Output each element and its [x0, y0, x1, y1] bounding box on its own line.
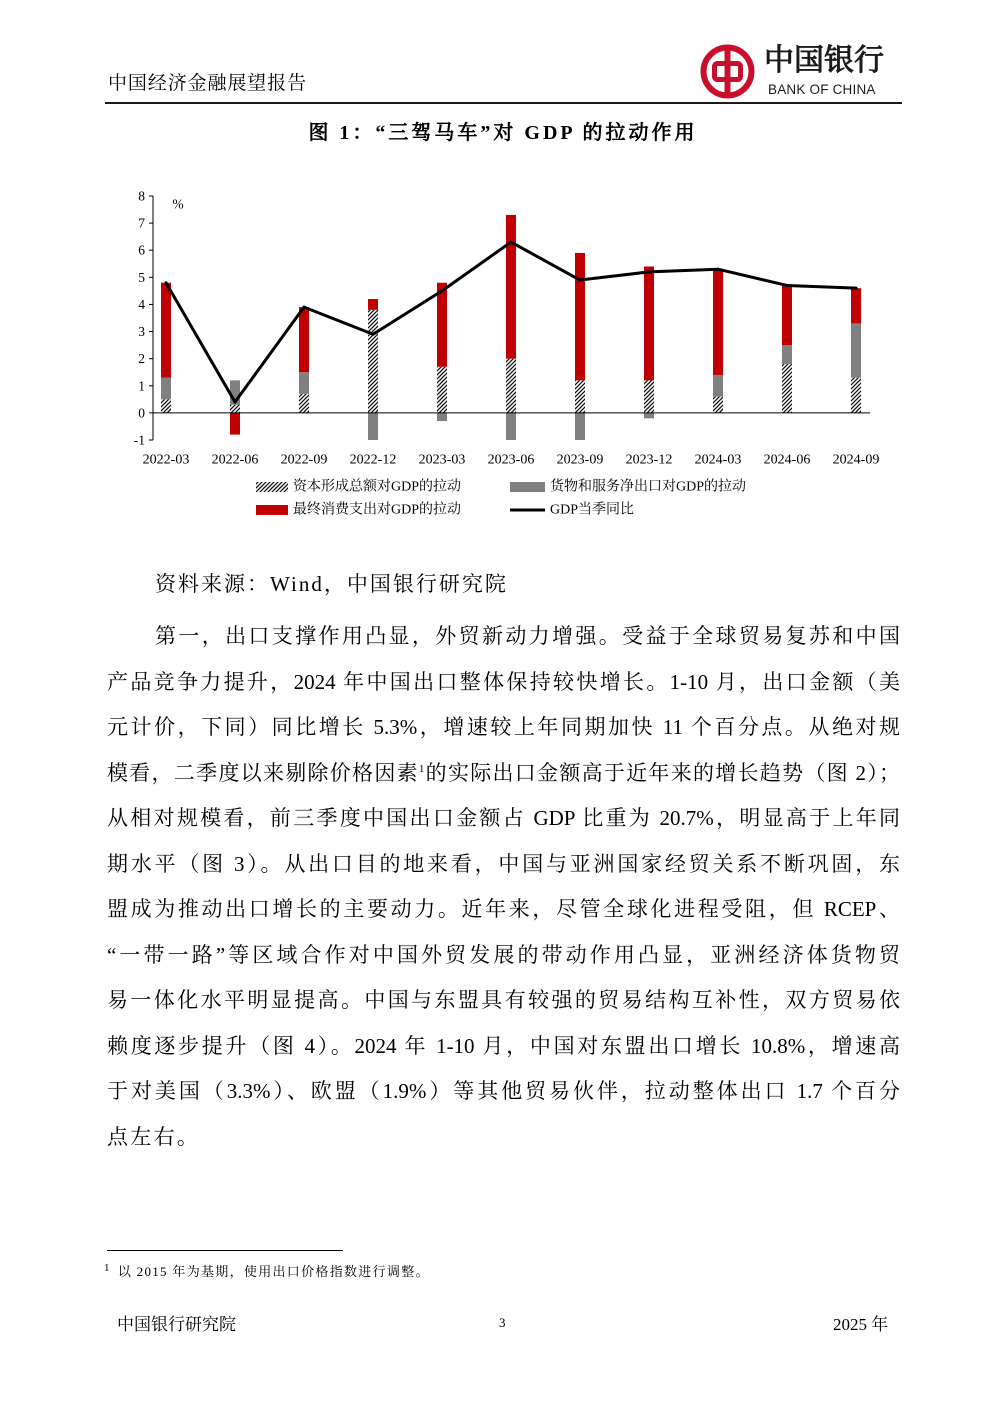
y-axis-unit-label: % [172, 196, 184, 212]
bar-capital-formation-2023-06 [506, 359, 516, 413]
paragraph-line: 元计价，下同）同比增长 5.3%，增速较上年同期加快 11 个百分点。从绝对规 [107, 715, 900, 739]
paragraph-text: 的实际出口金额高于近年来的增长趋势（图 2）； [424, 760, 900, 785]
legend-label-final-consumption: 最终消费支出对GDP的拉动 [293, 502, 462, 518]
gdp-point-2022-03 [165, 281, 168, 284]
page-number: 3 [499, 1315, 506, 1330]
gdp-point-2024-03 [717, 268, 720, 271]
bar-final-consumption-2023-12 [644, 266, 654, 380]
gdp-point-2022-09 [303, 306, 306, 309]
gdp-point-2024-09 [855, 287, 858, 290]
bar-final-consumption-2023-03 [437, 283, 447, 367]
x-tick-label: 2023-03 [418, 452, 466, 468]
bar-final-consumption-2024-06 [782, 285, 792, 345]
bar-capital-formation-2022-12 [368, 310, 378, 413]
bar-net-exports-2022-12 [368, 413, 378, 440]
legend-swatch-capital-formation [256, 482, 288, 492]
y-tick-label: 4 [138, 296, 145, 312]
chart-legend [256, 478, 746, 518]
bar-final-consumption-2024-09 [851, 288, 861, 323]
bar-capital-formation-2022-09 [299, 394, 309, 413]
x-tick-label: 2022-12 [349, 452, 397, 468]
x-tick-label: 2023-12 [625, 452, 673, 468]
x-tick-label: 2022-06 [211, 452, 259, 468]
bar-net-exports-2022-09 [299, 372, 309, 394]
gdp-point-2023-03 [441, 289, 444, 292]
bar-capital-formation-2023-12 [644, 380, 654, 413]
paragraph-line: 第一，出口支撑作用凸显，外贸新动力增强。受益于全球贸易复苏和中国 [155, 624, 900, 648]
gdp-point-2022-06 [234, 401, 237, 404]
bar-net-exports-2024-09 [851, 323, 861, 377]
footnote-marker: 1 [104, 1261, 111, 1274]
bar-final-consumption-2022-06 [230, 413, 240, 435]
bar-net-exports-2023-03 [437, 413, 447, 421]
x-tick-label: 2024-03 [694, 452, 742, 468]
y-tick-label: 1 [138, 378, 145, 394]
figure-source: 资料来源：Wind，中国银行研究院 [155, 572, 508, 596]
paragraph-line: 点左右。 [107, 1124, 201, 1149]
body-paragraph [107, 614, 900, 1160]
legend-swatch-net-exports [510, 482, 545, 492]
paragraph-line: 赖度逐步提升（图 4）。2024 年 1-10 月，中国对东盟出口增长 10.8%，增速高 [107, 1033, 900, 1058]
legend-label-gdp-yoy: GDP当季同比 [550, 502, 635, 518]
x-axis-labels [143, 453, 880, 468]
bank-name-english: BANK OF CHINA [768, 82, 876, 97]
bar-net-exports-2022-03 [161, 378, 171, 400]
bar-net-exports-2023-06 [506, 413, 516, 440]
paragraph-line: 盟成为推动出口增长的主要动力。近年来，尽管全球化进程受阻，但 RCEP、 [107, 897, 900, 921]
bar-final-consumption-2022-03 [161, 283, 171, 378]
paragraph-line: 易一体化水平明显提高。中国与东盟具有较强的贸易结构互补性，双方贸易依 [107, 988, 900, 1012]
y-tick-label: 0 [138, 405, 145, 421]
y-tick-label: 8 [138, 188, 145, 204]
bank-name-chinese: 中国银行 [764, 43, 884, 78]
x-tick-label: 2022-03 [142, 452, 190, 468]
x-tick-label: 2023-09 [556, 452, 604, 468]
paragraph-line: “一带一路”等区域合作对中国外贸发展的带动作用凸显，亚洲经济体货物贸 [107, 942, 900, 967]
y-tick-label: 3 [138, 324, 145, 340]
gdp-point-2022-12 [372, 333, 375, 336]
bar-capital-formation-2022-03 [161, 399, 171, 413]
x-tick-label: 2024-06 [763, 452, 811, 468]
y-tick-label: 6 [138, 242, 145, 258]
y-axis-ticks [134, 189, 153, 448]
y-tick-label: 7 [138, 215, 145, 231]
paragraph-line: 产品竞争力提升，2024 年中国出口整体保持较快增长。1-10 月，出口金额（美 [107, 669, 900, 694]
x-tick-label: 2024-09 [832, 452, 880, 468]
bar-capital-formation-2024-09 [851, 378, 861, 413]
footnote-reference: 1 [418, 762, 425, 775]
bar-final-consumption-2022-09 [299, 307, 309, 372]
bank-of-china-logo-icon [700, 44, 755, 99]
legend-label-net-exports: 货物和服务净出口对GDP的拉动 [550, 479, 747, 495]
bar-net-exports-2024-06 [782, 345, 792, 364]
bar-capital-formation-2024-03 [713, 397, 723, 413]
bar-net-exports-2023-09 [575, 413, 585, 440]
paragraph-line: 期水平（图 3）。从出口目的地来看，中国与亚洲国家经贸关系不断巩固，东 [107, 851, 900, 876]
figure-caption: 图 1：“三驾马车”对 GDP 的拉动作用 [308, 122, 698, 144]
gdp-contribution-chart [120, 180, 900, 530]
paragraph-line [107, 751, 900, 797]
legend-label-capital-formation: 资本形成总额对GDP的拉动 [293, 479, 462, 495]
bar-capital-formation-2023-03 [437, 367, 447, 413]
bar-final-consumption-2024-03 [713, 269, 723, 375]
header-divider [105, 102, 902, 104]
bar-capital-formation-2024-06 [782, 364, 792, 413]
gdp-point-2023-06 [510, 241, 513, 244]
footnote [104, 1263, 430, 1281]
bar-capital-formation-2023-09 [575, 380, 585, 413]
stacked-bars [161, 215, 861, 440]
bar-net-exports-2024-03 [713, 375, 723, 397]
footer-year: 2025 年 [833, 1315, 889, 1334]
bar-final-consumption-2023-06 [506, 215, 516, 359]
bar-net-exports-2023-12 [644, 413, 654, 418]
x-tick-label: 2022-09 [280, 452, 328, 468]
footnote-divider [107, 1250, 343, 1251]
report-title: 中国经济金融展望报告 [108, 73, 308, 94]
y-tick-label: 2 [138, 351, 145, 367]
footer-organization: 中国银行研究院 [117, 1315, 236, 1334]
y-tick-label: 5 [138, 269, 145, 285]
footnote-text: 以 2015 年为基期，使用出口价格指数进行调整。 [117, 1264, 430, 1279]
paragraph-text: 模看，二季度以来剔除价格因素 [107, 760, 419, 785]
x-tick-label: 2023-06 [487, 452, 535, 468]
bar-final-consumption-2022-12 [368, 299, 378, 310]
paragraph-line: 从相对规模看，前三季度中国出口金额占 GDP 比重为 20.7%，明显高于上年同 [107, 806, 900, 830]
paragraph-line: 于对美国（3.3%）、欧盟（1.9%）等其他贸易伙伴，拉动整体出口 1.7 个百分 [107, 1079, 900, 1103]
bar-final-consumption-2023-09 [575, 253, 585, 380]
gdp-point-2024-06 [786, 284, 789, 287]
bar-capital-formation-2022-06 [230, 405, 240, 413]
legend-swatch-final-consumption [256, 505, 288, 515]
y-tick-label: -1 [133, 432, 145, 448]
gdp-point-2023-12 [648, 270, 651, 273]
gdp-point-2023-09 [579, 279, 582, 282]
